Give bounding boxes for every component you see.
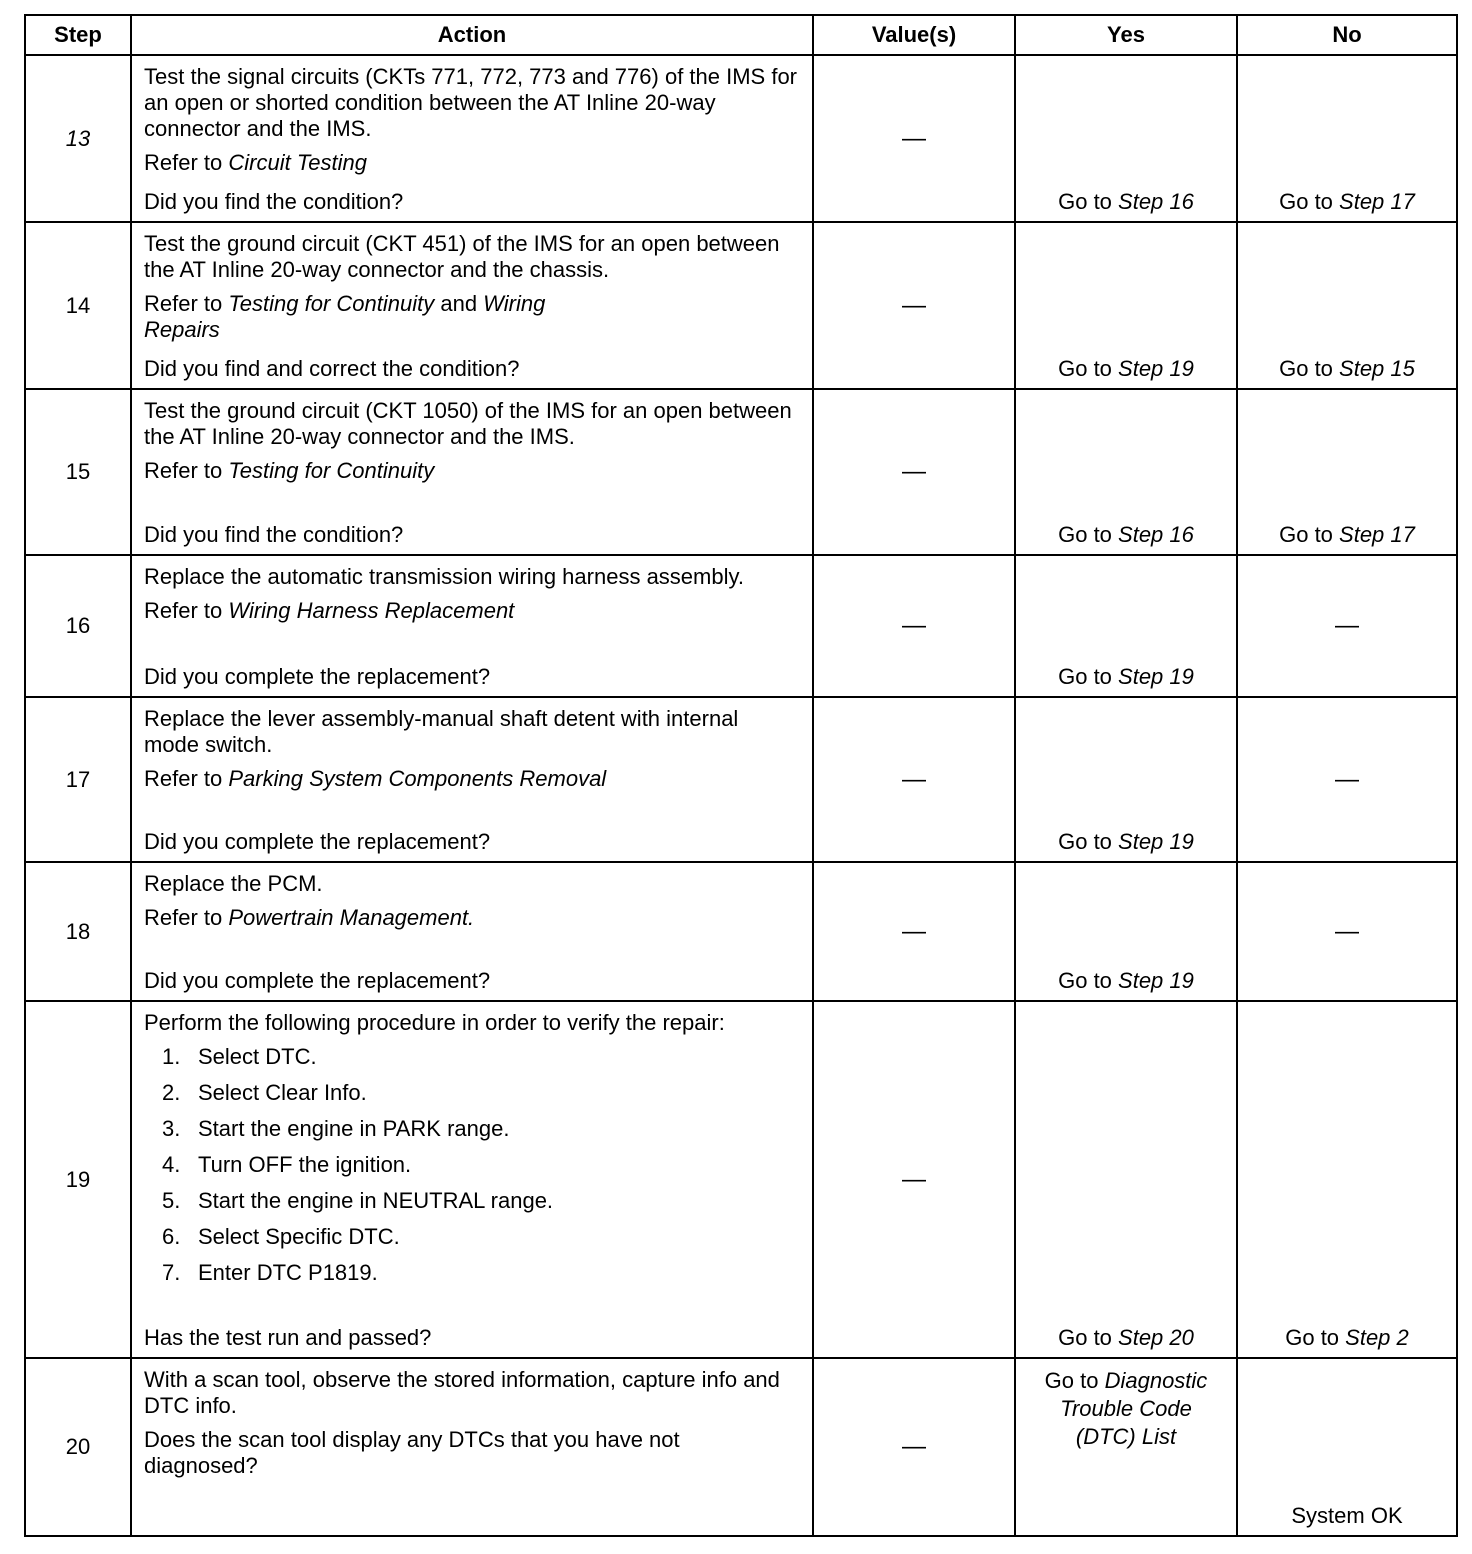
action-question: Does the scan tool display any DTCs that you have not diagnosed?: [144, 1427, 680, 1478]
no-goto[interactable]: Go to Step 2: [1285, 1325, 1409, 1350]
yes-cell: [1015, 862, 1237, 1001]
yes-goto[interactable]: Go to Step 19: [1058, 829, 1194, 854]
yes-goto[interactable]: Go to Step 19: [1058, 356, 1194, 381]
list-item: 6. Select Specific DTC.: [162, 1224, 400, 1249]
yes-cell: [1015, 697, 1237, 862]
step-number: 17: [25, 697, 131, 862]
action-cell: [131, 555, 813, 697]
question: Did you find the condition?: [144, 189, 404, 214]
refer-link-2[interactable]: Wiring Repairs: [144, 291, 546, 342]
question: Did you complete the replacement?: [144, 829, 491, 854]
refer-line: Refer to Testing for Continuity: [144, 458, 435, 483]
question: Did you complete the replacement?: [144, 968, 491, 993]
value-cell: —: [813, 222, 1015, 389]
yes-cell: [1015, 389, 1237, 555]
yes-cell: [1015, 1358, 1237, 1536]
table-row: [25, 55, 1457, 222]
action-cell: [131, 389, 813, 555]
action-text: Replace the automatic transmission wiring harness assembly.: [144, 564, 744, 589]
no-cell: [1237, 1001, 1457, 1358]
action-cell: [131, 697, 813, 862]
table-row: [25, 1001, 1457, 1358]
refer-line: Refer to Wiring Harness Replacement: [144, 598, 515, 623]
value-cell: —: [813, 55, 1015, 222]
table-row: [25, 222, 1457, 389]
step-number: 18: [25, 862, 131, 1001]
refer-link[interactable]: Testing for Continuity: [228, 458, 435, 483]
list-item: 7. Enter DTC P1819.: [162, 1260, 378, 1285]
step-number: 16: [25, 555, 131, 697]
no-goto[interactable]: Go to Step 15: [1279, 356, 1415, 381]
table-row: [25, 697, 1457, 862]
value-cell: —: [813, 1001, 1015, 1358]
list-item: 5. Start the engine in NEUTRAL range.: [162, 1188, 554, 1213]
header-yes: Yes: [1015, 15, 1237, 55]
list-item: 4. Turn OFF the ignition.: [162, 1152, 412, 1177]
step-number: 13: [25, 55, 131, 222]
yes-goto[interactable]: Go to Diagnostic Trouble Code (DTC) List: [1044, 1368, 1208, 1449]
no-value: —: [1237, 555, 1457, 697]
no-goto[interactable]: Go to Step 17: [1279, 522, 1415, 547]
no-value: —: [1237, 862, 1457, 1001]
action-cell: [131, 1358, 813, 1536]
list-item: 2. Select Clear Info.: [162, 1080, 367, 1105]
action-cell: [131, 222, 813, 389]
value-cell: —: [813, 389, 1015, 555]
yes-goto[interactable]: Go to Step 20: [1058, 1325, 1194, 1350]
header-action: Action: [131, 15, 813, 55]
refer-link[interactable]: Parking System Components Removal: [228, 766, 607, 791]
question: Has the test run and passed?: [144, 1325, 432, 1350]
action-text: Test the ground circuit (CKT 451) of the IMS for an open between the AT Inline 20-way connector and the chassis.: [144, 231, 780, 282]
action-cell: [131, 1001, 813, 1358]
yes-goto[interactable]: Go to Step 19: [1058, 664, 1194, 689]
action-text: Test the ground circuit (CKT 1050) of the IMS for an open between the AT Inline 20-way connector and the IMS.: [144, 398, 792, 449]
action-text: Replace the lever assembly-manual shaft detent with internal mode switch.: [144, 706, 739, 757]
refer-line: Refer to Powertrain Management.: [144, 905, 475, 930]
action-cell: [131, 862, 813, 1001]
question: Did you complete the replacement?: [144, 664, 491, 689]
question: Did you find and correct the condition?: [144, 356, 520, 381]
action-text: Replace the PCM.: [144, 871, 323, 896]
yes-cell: [1015, 55, 1237, 222]
value-cell: —: [813, 697, 1015, 862]
refer-link[interactable]: Testing for Continuity: [228, 291, 435, 316]
yes-cell: [1015, 222, 1237, 389]
no-goto[interactable]: Go to Step 17: [1279, 189, 1415, 214]
step-number: 15: [25, 389, 131, 555]
refer-link[interactable]: Powertrain Management.: [228, 905, 475, 930]
table-row: [25, 389, 1457, 555]
system-ok: System OK: [1291, 1503, 1403, 1528]
header-step: Step: [25, 15, 131, 55]
value-cell: —: [813, 1358, 1015, 1536]
header-values: Value(s): [813, 15, 1015, 55]
action-cell: [131, 55, 813, 222]
no-cell: [1237, 55, 1457, 222]
no-cell: [1237, 1358, 1457, 1536]
table-row: [25, 1358, 1457, 1536]
procedure-list: [144, 1044, 800, 1286]
refer-link[interactable]: Wiring Harness Replacement: [228, 598, 515, 623]
refer-line: Refer to Testing for Continuity and Wiring Repairs: [144, 291, 546, 342]
yes-goto[interactable]: Go to Step 16: [1058, 522, 1194, 547]
table-row: [25, 862, 1457, 1001]
refer-line: Refer to Circuit Testing: [144, 150, 367, 175]
value-cell: —: [813, 555, 1015, 697]
list-item: 1. Select DTC.: [162, 1044, 317, 1069]
step-number: 20: [25, 1358, 131, 1536]
value-cell: —: [813, 862, 1015, 1001]
action-text: Perform the following procedure in order to verify the repair:: [144, 1010, 725, 1035]
yes-goto[interactable]: Go to Step 19: [1058, 968, 1194, 993]
step-number: 19: [25, 1001, 131, 1358]
yes-cell: [1015, 555, 1237, 697]
refer-link[interactable]: Circuit Testing: [228, 150, 367, 175]
no-cell: [1237, 389, 1457, 555]
step-number: 14: [25, 222, 131, 389]
question: Did you find the condition?: [144, 522, 404, 547]
no-cell: [1237, 222, 1457, 389]
no-value: —: [1237, 697, 1457, 862]
refer-line: Refer to Parking System Components Removal: [144, 766, 607, 791]
diagnostic-table: [24, 14, 1458, 1537]
header-row: [25, 15, 1457, 55]
yes-goto[interactable]: Go to Step 16: [1058, 189, 1194, 214]
yes-cell: [1015, 1001, 1237, 1358]
table-row: [25, 555, 1457, 697]
header-no: No: [1237, 15, 1457, 55]
list-item: 3. Start the engine in PARK range.: [162, 1116, 510, 1141]
action-text: With a scan tool, observe the stored information, capture info and DTC info.: [144, 1367, 780, 1418]
action-text: Test the signal circuits (CKTs 771, 772, 773 and 776) of the IMS for an open or shorted condition between the AT Inline 20-way connector and the IMS.: [144, 64, 798, 141]
